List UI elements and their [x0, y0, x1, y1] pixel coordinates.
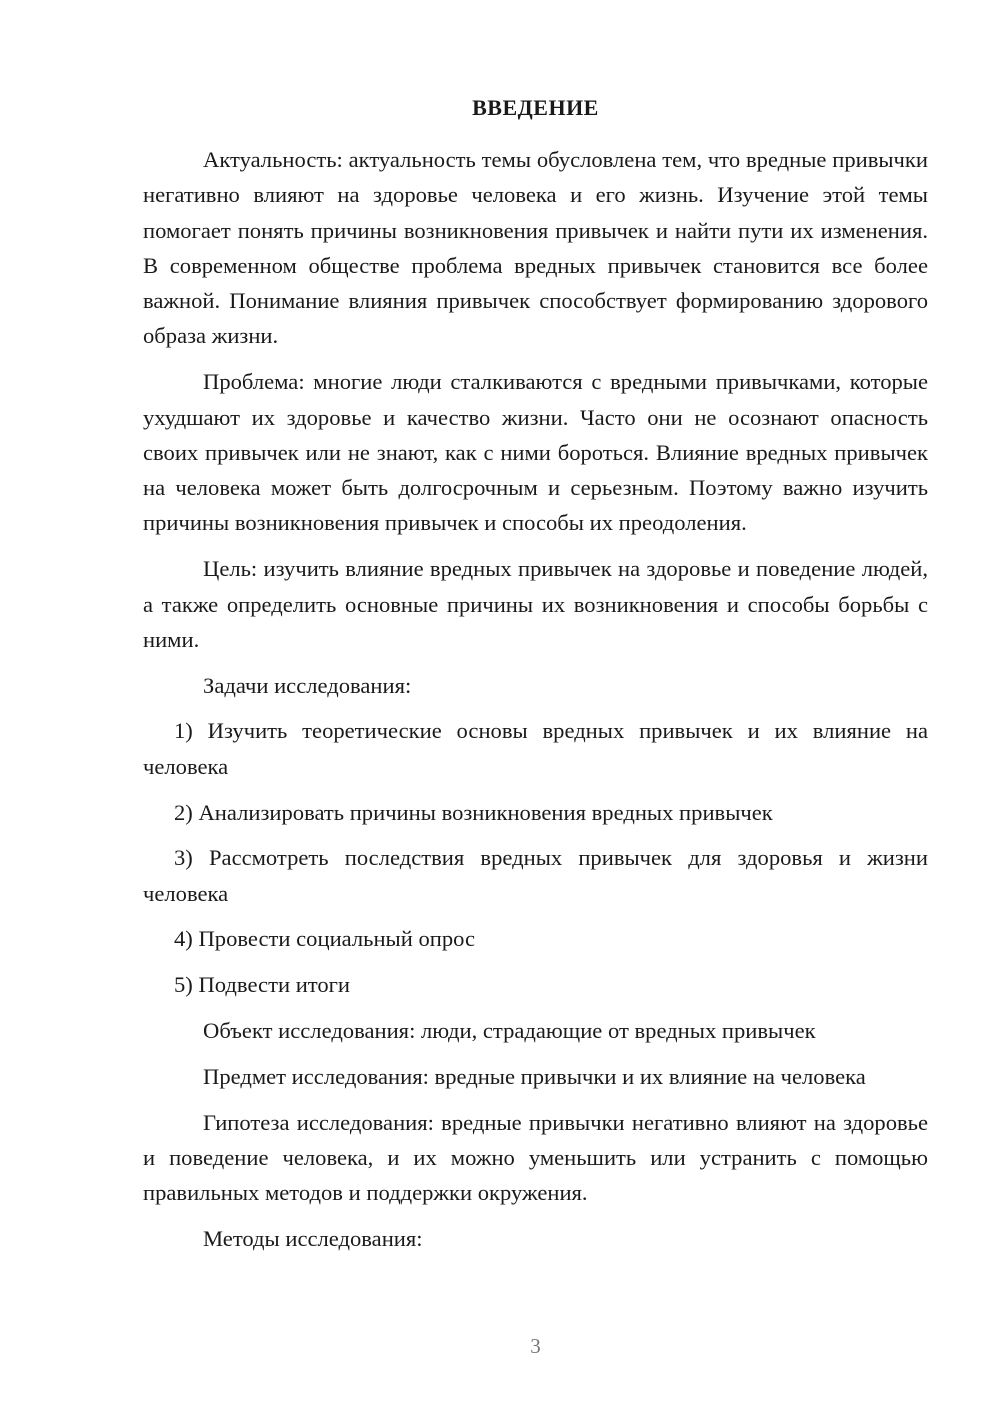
document-body	[143, 142, 928, 1267]
paragraph-hypothesis: Гипотеза исследования: вредные привычки негативно влияют на здоровье и поведение человека, и их можно уменьшить или устранить с помощью правильных методов и поддержки окружения.	[143, 1109, 928, 1206]
document-page	[143, 0, 928, 1414]
paragraph-tasks-heading: Задачи исследования:	[203, 672, 412, 698]
paragraph-goal: Цель: изучить влияние вредных привычек на здоровье и поведение людей, а также определить основные причины их возникновения и способы борьбы с ними.	[143, 556, 928, 652]
page-number: 3	[530, 1334, 541, 1358]
paragraph-methods: Методы исследования:	[203, 1226, 423, 1252]
task-item-5: 5) Подвести итоги	[174, 972, 351, 998]
paragraph-relevance: Актуальность: актуальность темы обусловлена тем, что вредные привычки негативно влияют на здоровье человека и его жизнь. Изучение этой темы помогает понять причины возникновения привычек и найти пути их изменения. В современном обществе проблема вредных привычек становится все более важной. Понимание влияния привычек способствует формированию здорового образа жизни.	[143, 147, 928, 349]
paragraph-object: Объект исследования: люди, страдающие от вредных привычек	[203, 1018, 816, 1044]
task-item-4: 4) Провести социальный опрос	[174, 926, 476, 952]
paragraph-problem: Проблема: многие люди сталкиваются с вредными привычками, которые ухудшают их здоровье и качество жизни. Часто они не осознают опасность своих привычек или не знают, как с ними бороться. Влияние вредных привычек на человека может быть долгосрочным и серьезным. Поэтому важно изучить причины возникновения привычек и способы их преодоления.	[143, 369, 928, 536]
page-title: ВВЕДЕНИЕ	[472, 95, 599, 120]
task-item-3: 3) Рассмотреть последствия вредных привычек для здоровья и жизни человека	[143, 845, 928, 906]
paragraph-subject: Предмет исследования: вредные привычки и их влияние на человека	[203, 1063, 866, 1089]
task-item-1: 1) Изучить теоретические основы вредных привычек и их влияние на человека	[143, 718, 928, 779]
task-item-2: 2) Анализировать причины возникновения вредных привычек	[174, 799, 773, 825]
